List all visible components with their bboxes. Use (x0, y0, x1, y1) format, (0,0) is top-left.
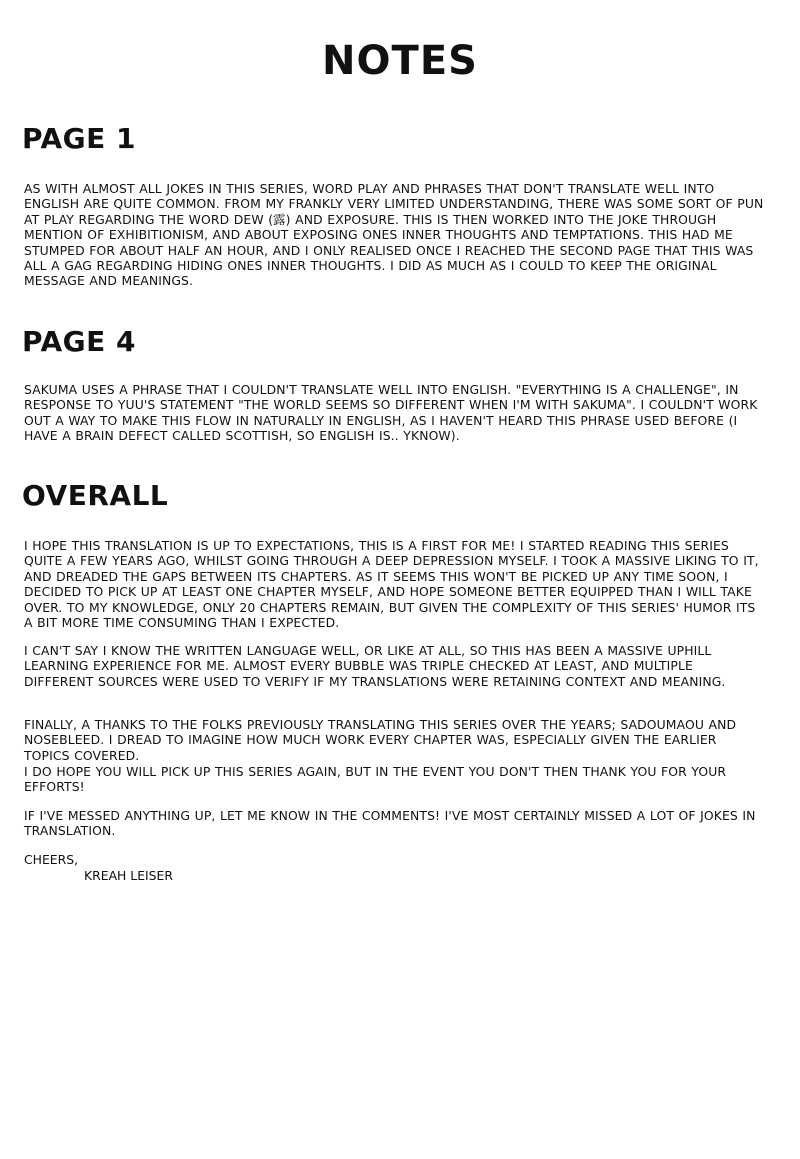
overall-paragraph-4: I DO HOPE YOU WILL PICK UP THIS SERIES AGAIN, BUT IN THE EVENT YOU DON'T THEN THANK YOU FOR YOUR EFFORTS! (24, 764, 727, 795)
overall-paragraph-5: IF I'VE MESSED ANYTHING UP, LET ME KNOW IN THE COMMENTS! I'VE MOST CERTAINLY MISSED A LOT OF JOKES IN TRANSLATION. (24, 808, 756, 839)
overall-paragraph-3: FINALLY, A THANKS TO THE FOLKS PREVIOUSLY TRANSLATING THIS SERIES OVER THE YEARS; SADOUMAOU AND NOSEBLEED. I DREAD TO IMAGINE HOW MUCH WORK EVERY CHAPTER WAS, ESPECIALLY GIVEN THE EARLIER TOPICS COVERED. (24, 717, 737, 763)
section-heading-page-1: PAGE 1 (22, 122, 136, 155)
section-heading-page-4: PAGE 4 (22, 325, 136, 358)
signoff-name: KREAH LEISER (84, 868, 173, 883)
page-title: NOTES (322, 38, 478, 84)
overall-paragraph-2: I CAN'T SAY I KNOW THE WRITTEN LANGUAGE WELL, OR LIKE AT ALL, SO THIS HAS BEEN A MASSIVE UPHILL LEARNING EXPERIENCE FOR ME. ALMOST EVERY BUBBLE WAS TRIPLE CHECKED AT LEAST, AND MULTIPLE DIFFERENT SOURCES WERE USED TO VERIFY IF MY TRANSLATIONS WERE RETAINING CONTEXT AND MEANING. (24, 643, 726, 689)
page-4-paragraph: SAKUMA USES A PHRASE THAT I COULDN'T TRANSLATE WELL INTO ENGLISH. "EVERYTHING IS A CHALLENGE", IN RESPONSE TO YUU'S STATEMENT "THE WORLD SEEMS SO DIFFERENT WHEN I'M WITH SAKUMA". I COULDN'T WORK OUT A WAY TO MAKE THIS FLOW IN NATURALLY IN ENGLISH, AS I HAVEN'T HEARD THIS PHRASE USED BEFORE (I HAVE A BRAIN DEFECT CALLED SCOTTISH, SO ENGLISH IS.. YKNOW). (24, 382, 758, 444)
page-1-paragraph: AS WITH ALMOST ALL JOKES IN THIS SERIES, WORD PLAY AND PHRASES THAT DON'T TRANSLATE WELL INTO ENGLISH ARE QUITE COMMON. FROM MY FRANKLY VERY LIMITED UNDERSTANDING, THERE WAS SOME SORT OF PUN AT PLAY REGARDING THE WORD DEW (露) AND EXPOSURE. THIS IS THEN WORKED INTO THE JOKE THROUGH MENTION OF EXHIBITIONISM, AND ABOUT EXPOSING ONES INNER THOUGHTS AND TEMPTATIONS. THIS HAD ME STUMPED FOR ABOUT HALF AN HOUR, AND I ONLY REALISED ONCE I REACHED THE SECOND PAGE THAT THIS WAS ALL A GAG REGARDING HIDING ONES INNER THOUGHTS. I DID AS MUCH AS I COULD TO KEEP THE ORIGINAL MESSAGE AND MEANINGS. (24, 181, 764, 289)
section-heading-overall: OVERALL (22, 479, 169, 512)
signoff-closing: CHEERS, (24, 852, 79, 867)
overall-paragraph-1: I HOPE THIS TRANSLATION IS UP TO EXPECTATIONS, THIS IS A FIRST FOR ME! I STARTED READING THIS SERIES QUITE A FEW YEARS AGO, WHILST GOING THROUGH A DEEP DEPRESSION MYSELF. I TOOK A MASSIVE LIKING TO IT, AND DREADED THE GAPS BETWEEN ITS CHAPTERS. AS IT SEEMS THIS WON'T BE PICKED UP ANY TIME SOON, I DECIDED TO PICK UP AT LEAST ONE CHAPTER MYSELF, AND HOPE SOMEONE BETTER EQUIPPED THAN I WILL TAKE OVER. TO MY KNOWLEDGE, ONLY 20 CHAPTERS REMAIN, BUT GIVEN THE COMPLEXITY OF THIS SERIES' HUMOR ITS A BIT MORE TIME CONSUMING THAN I EXPECTED. (24, 538, 759, 631)
